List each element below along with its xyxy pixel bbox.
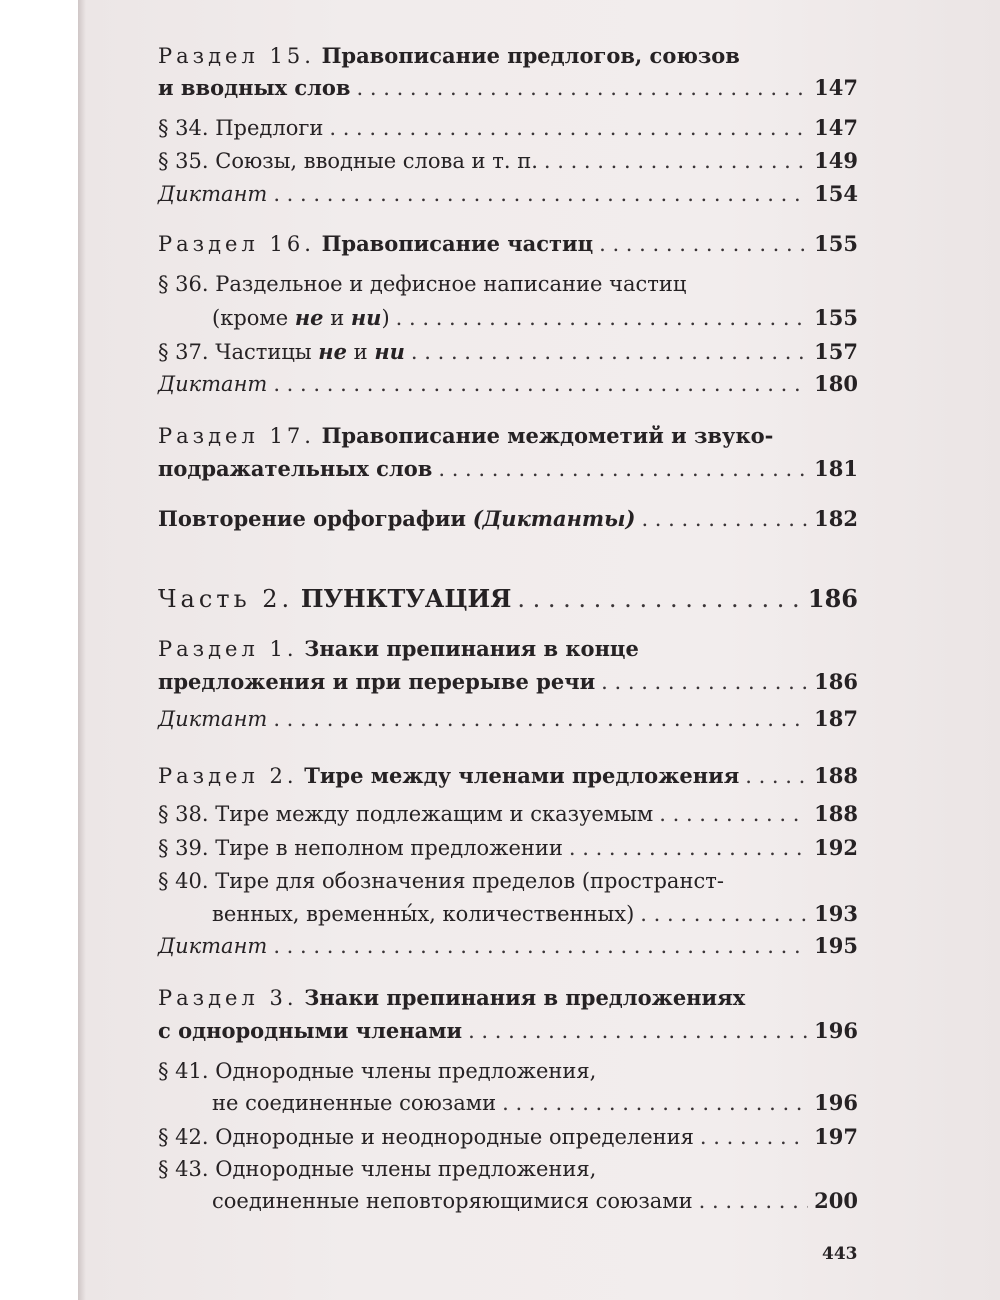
page-ref: 188 — [814, 801, 858, 826]
entry-label-cont: (кроме — [212, 306, 295, 330]
leader-dots — [569, 832, 808, 864]
page-number: 443 — [822, 1244, 858, 1264]
page-ref: 155 — [814, 305, 858, 330]
toc-dictation-4[interactable] — [158, 930, 858, 962]
leader-dots — [411, 336, 808, 368]
leader-dots — [745, 760, 808, 792]
section-title: Знаки препинания в предложениях — [304, 985, 746, 1010]
entry-label: Диктант — [158, 707, 268, 731]
page-ref: 155 — [814, 231, 858, 256]
entry-label: § 35. Союзы, вводные слова и т. п. — [158, 149, 538, 173]
section-label: Раздел 16. — [158, 232, 315, 256]
page-ref: 186 — [814, 669, 858, 694]
toc-paragraph-39[interactable] — [158, 832, 858, 864]
leader-dots — [502, 1087, 808, 1119]
page-ref: 193 — [814, 901, 858, 926]
page-ref: 147 — [814, 75, 858, 100]
entry-label: Диктант — [158, 372, 268, 396]
section-title: Правописание предлогов, союзов — [321, 43, 740, 68]
entry-label: Диктант — [158, 182, 268, 206]
particle-ni: ни — [350, 305, 382, 330]
section-label: Раздел 1. — [158, 637, 298, 661]
section-title-cont: и вводных слов — [158, 75, 351, 100]
section-title-cont: с однородными членами — [158, 1018, 463, 1043]
section-title: Правописание частиц — [321, 231, 594, 256]
toc-paragraph-42[interactable] — [158, 1121, 858, 1153]
particle-ni: ни — [374, 339, 405, 364]
page-ref: 186 — [807, 584, 858, 613]
section-title: Правописание междометий и звуко- — [321, 423, 774, 448]
entry-label-italic: (Диктанты) — [472, 506, 636, 531]
leader-dots — [659, 798, 808, 830]
entry-label: § 36. Раздельное и дефисное написание частиц — [158, 272, 687, 296]
section-title-cont: предложения и при перерыве речи — [158, 669, 596, 694]
toc-paragraph-35[interactable] — [158, 145, 858, 177]
leader-dots — [601, 666, 808, 698]
entry-label: § 39. Тире в неполном предложении — [158, 836, 563, 860]
toc-section-3-line1 — [158, 982, 858, 1014]
page-ref: 188 — [814, 763, 858, 788]
toc-section-15-line2[interactable] — [158, 72, 858, 104]
page-ref: 187 — [814, 706, 858, 731]
leader-dots — [273, 930, 808, 962]
leader-dots — [599, 228, 808, 260]
toc-paragraph-38[interactable] — [158, 798, 858, 830]
leader-dots — [329, 112, 808, 144]
particle-ne: не — [318, 339, 347, 364]
toc-section-17-line2[interactable] — [158, 453, 858, 485]
section-title: Тире между членами предложения — [304, 763, 740, 788]
section-label: Раздел 2. — [158, 764, 298, 788]
toc-section-15-line1 — [158, 40, 858, 72]
entry-label-cont: венных, временны́х, количественных) — [212, 902, 635, 926]
entry-label: § 34. Предлоги — [158, 116, 324, 140]
closing-paren: ) — [381, 306, 390, 330]
toc-part-2[interactable] — [158, 583, 858, 615]
toc-paragraph-40-line1 — [158, 865, 858, 897]
particle-ne: не — [294, 305, 324, 330]
toc-section-17-line1 — [158, 420, 858, 452]
page-ref: 195 — [814, 933, 858, 958]
entry-label: § 42. Однородные и неоднородные определения — [158, 1125, 694, 1149]
leader-dots — [641, 503, 808, 535]
toc-dictation-1[interactable] — [158, 178, 858, 210]
section-title: Знаки препинания в конце — [304, 636, 639, 661]
page-ref: 196 — [814, 1090, 858, 1115]
toc-section-1-line2[interactable] — [158, 666, 858, 698]
page-ref: 200 — [814, 1188, 858, 1213]
leader-dots — [396, 302, 809, 334]
page-ref: 197 — [814, 1124, 858, 1149]
page-ref: 192 — [814, 835, 858, 860]
toc-section-3-line2[interactable] — [158, 1015, 858, 1047]
page-ref: 157 — [814, 339, 858, 364]
entry-label: § 41. Однородные члены предложения, — [158, 1059, 597, 1083]
leader-dots — [273, 703, 808, 735]
leader-dots — [640, 898, 808, 930]
toc-paragraph-43-line2[interactable] — [158, 1185, 858, 1217]
entry-label: Повторение орфографии — [158, 506, 466, 531]
toc-paragraph-43-line1 — [158, 1153, 858, 1185]
leader-dots — [273, 178, 808, 210]
page-ref: 196 — [814, 1018, 858, 1043]
leader-dots — [700, 1121, 808, 1153]
entry-label-cont: соединенные неповторяющимися союзами — [212, 1189, 693, 1213]
page-ref: 182 — [814, 506, 858, 531]
toc-dictation-2[interactable] — [158, 368, 858, 400]
conjunction: и — [323, 306, 351, 330]
leader-dots — [438, 453, 808, 485]
toc-paragraph-41-line1 — [158, 1055, 858, 1087]
toc-paragraph-36-line1 — [158, 268, 858, 300]
part-title: ПУНКТУАЦИЯ — [300, 584, 512, 613]
leader-dots — [273, 368, 808, 400]
toc-paragraph-40-line2[interactable] — [158, 898, 858, 930]
entry-label: § 37. Частицы — [158, 340, 319, 364]
part-label: Часть 2. — [158, 585, 294, 613]
page-ref: 147 — [814, 115, 858, 140]
toc-section-2[interactable] — [158, 760, 858, 792]
leader-dots — [357, 72, 809, 104]
entry-label-cont: не соединенные союзами — [212, 1091, 497, 1115]
section-label: Раздел 3. — [158, 986, 298, 1010]
page-ref: 154 — [814, 181, 858, 206]
entry-label: § 43. Однородные члены предложения, — [158, 1157, 597, 1181]
page-gutter-shadow — [78, 0, 86, 1300]
section-label: Раздел 17. — [158, 424, 315, 448]
leader-dots — [544, 145, 808, 177]
toc-paragraph-37[interactable] — [158, 336, 858, 368]
toc-dictation-3[interactable] — [158, 703, 858, 735]
entry-label: § 40. Тире для обозначения пределов (пространст- — [158, 869, 724, 893]
page-ref: 149 — [814, 148, 858, 173]
conjunction: и — [346, 340, 375, 364]
toc-section-1-line1 — [158, 633, 858, 665]
toc-spelling-review[interactable] — [158, 503, 858, 535]
page-ref: 181 — [814, 456, 858, 481]
toc-paragraph-36-line2[interactable] — [158, 302, 858, 334]
leader-dots — [517, 583, 802, 615]
section-title-cont: подражательных слов — [158, 456, 433, 481]
entry-label: § 38. Тире между подлежащим и сказуемым — [158, 802, 654, 826]
leader-dots — [699, 1185, 809, 1217]
toc-paragraph-41-line2[interactable] — [158, 1087, 858, 1119]
section-label: Раздел 15. — [158, 44, 315, 68]
toc-section-16[interactable] — [158, 228, 858, 260]
toc-paragraph-34[interactable] — [158, 112, 858, 144]
page-ref: 180 — [814, 371, 858, 396]
leader-dots — [468, 1015, 808, 1047]
entry-label: Диктант — [158, 934, 268, 958]
